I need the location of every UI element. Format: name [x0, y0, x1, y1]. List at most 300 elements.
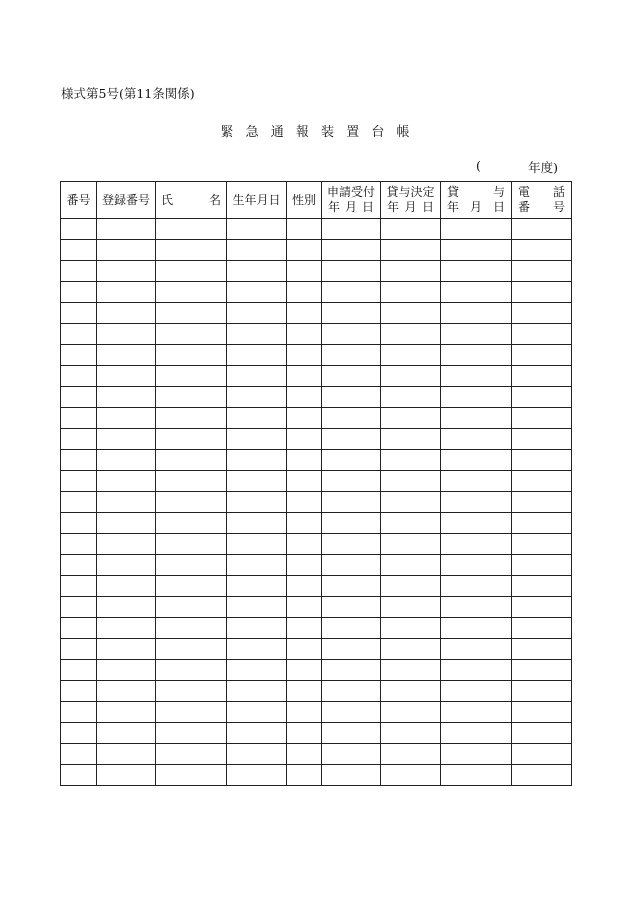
table-cell — [512, 282, 572, 303]
table-cell — [512, 744, 572, 765]
ledger-table — [60, 181, 572, 786]
table-row — [61, 240, 572, 261]
table-cell — [322, 555, 381, 576]
table-cell — [512, 555, 572, 576]
table-cell — [287, 345, 322, 366]
col-number — [61, 182, 97, 219]
table-row — [61, 429, 572, 450]
col-decision-top: 貸与決定 — [386, 185, 435, 199]
table-cell — [61, 534, 97, 555]
table-cell — [512, 534, 572, 555]
table-cell — [322, 324, 381, 345]
table-cell — [322, 450, 381, 471]
table-cell — [61, 723, 97, 744]
table-cell — [227, 555, 287, 576]
table-cell — [97, 597, 156, 618]
col-registration-number — [97, 182, 156, 219]
table-cell — [227, 765, 287, 786]
table-row — [61, 282, 572, 303]
table-cell — [156, 576, 227, 597]
col-name — [156, 182, 227, 219]
table-cell — [227, 387, 287, 408]
table-row — [61, 555, 572, 576]
table-cell — [381, 576, 441, 597]
table-row — [61, 408, 572, 429]
table-cell — [156, 492, 227, 513]
table-cell — [287, 366, 322, 387]
table-cell — [322, 513, 381, 534]
table-cell — [322, 660, 381, 681]
table-cell — [381, 723, 441, 744]
table-cell — [287, 681, 322, 702]
table-cell — [227, 513, 287, 534]
table-cell — [381, 219, 441, 240]
table-cell — [61, 219, 97, 240]
col-phone-top-left: 電 — [518, 185, 531, 199]
table-cell — [97, 702, 156, 723]
table-cell — [227, 681, 287, 702]
table-cell — [287, 492, 322, 513]
table-row — [61, 534, 572, 555]
col-loan-decision — [381, 182, 441, 219]
table-cell — [322, 702, 381, 723]
table-cell — [512, 681, 572, 702]
table-cell — [97, 387, 156, 408]
col-loan-top-left: 貸 — [447, 185, 460, 199]
table-cell — [512, 576, 572, 597]
table-cell — [97, 408, 156, 429]
table-cell — [441, 345, 512, 366]
table-cell — [322, 282, 381, 303]
table-cell — [61, 681, 97, 702]
table-cell — [227, 639, 287, 660]
table-cell — [441, 450, 512, 471]
col-loan-year: 年 — [447, 200, 460, 214]
table-cell — [97, 660, 156, 681]
col-number-label: 番号 — [66, 192, 91, 207]
table-cell — [322, 765, 381, 786]
table-cell — [227, 471, 287, 492]
table-cell — [322, 576, 381, 597]
table-cell — [61, 408, 97, 429]
table-cell — [381, 345, 441, 366]
table-cell — [61, 366, 97, 387]
table-cell — [441, 660, 512, 681]
table-cell — [512, 618, 572, 639]
table-cell — [97, 681, 156, 702]
table-cell — [381, 513, 441, 534]
table-cell — [156, 261, 227, 282]
table-cell — [61, 618, 97, 639]
table-cell — [322, 681, 381, 702]
table-cell — [441, 576, 512, 597]
col-decision-month: 月 — [404, 200, 417, 214]
table-cell — [512, 387, 572, 408]
table-cell — [441, 723, 512, 744]
table-cell — [441, 744, 512, 765]
ledger-body — [61, 219, 572, 786]
table-cell — [61, 282, 97, 303]
table-row — [61, 471, 572, 492]
table-cell — [441, 765, 512, 786]
table-row — [61, 261, 572, 282]
col-application-received — [322, 182, 381, 219]
table-cell — [381, 660, 441, 681]
table-cell — [156, 744, 227, 765]
table-cell — [61, 450, 97, 471]
table-cell — [61, 744, 97, 765]
table-cell — [61, 471, 97, 492]
col-name-right: 名 — [208, 192, 221, 207]
table-cell — [512, 219, 572, 240]
table-row — [61, 639, 572, 660]
table-cell — [441, 555, 512, 576]
table-cell — [227, 723, 287, 744]
table-cell — [512, 471, 572, 492]
table-cell — [156, 765, 227, 786]
col-gender — [287, 182, 322, 219]
table-cell — [227, 534, 287, 555]
table-cell — [322, 240, 381, 261]
col-application-top: 申請受付 — [326, 185, 375, 199]
table-cell — [156, 555, 227, 576]
table-cell — [512, 366, 572, 387]
table-cell — [441, 597, 512, 618]
table-cell — [156, 303, 227, 324]
table-cell — [441, 219, 512, 240]
table-cell — [156, 387, 227, 408]
table-cell — [97, 555, 156, 576]
table-row — [61, 618, 572, 639]
table-row — [61, 303, 572, 324]
table-cell — [61, 660, 97, 681]
table-cell — [441, 492, 512, 513]
table-cell — [512, 639, 572, 660]
table-cell — [156, 660, 227, 681]
table-cell — [322, 408, 381, 429]
col-decision-year: 年 — [387, 200, 400, 214]
table-cell — [156, 513, 227, 534]
table-cell — [441, 408, 512, 429]
table-cell — [97, 366, 156, 387]
table-cell — [287, 597, 322, 618]
table-cell — [156, 429, 227, 450]
table-cell — [156, 534, 227, 555]
table-cell — [287, 513, 322, 534]
table-cell — [227, 345, 287, 366]
table-cell — [287, 576, 322, 597]
table-cell — [441, 702, 512, 723]
table-cell — [97, 492, 156, 513]
table-row — [61, 387, 572, 408]
table-cell — [61, 639, 97, 660]
table-cell — [512, 597, 572, 618]
table-cell — [441, 282, 512, 303]
fiscal-year-open-paren: ( — [476, 158, 481, 173]
table-row — [61, 345, 572, 366]
table-cell — [61, 555, 97, 576]
table-cell — [512, 345, 572, 366]
table-row — [61, 513, 572, 534]
table-cell — [381, 597, 441, 618]
col-birth-date — [227, 182, 287, 219]
table-cell — [97, 765, 156, 786]
table-cell — [512, 324, 572, 345]
table-row — [61, 765, 572, 786]
table-cell — [322, 303, 381, 324]
table-cell — [156, 618, 227, 639]
table-cell — [322, 723, 381, 744]
table-cell — [441, 387, 512, 408]
table-cell — [61, 345, 97, 366]
table-cell — [512, 450, 572, 471]
table-cell — [156, 240, 227, 261]
table-cell — [512, 723, 572, 744]
table-cell — [322, 387, 381, 408]
table-cell — [287, 429, 322, 450]
table-cell — [441, 471, 512, 492]
table-cell — [441, 324, 512, 345]
table-cell — [322, 492, 381, 513]
table-cell — [97, 618, 156, 639]
table-cell — [156, 282, 227, 303]
table-cell — [512, 429, 572, 450]
table-cell — [287, 219, 322, 240]
table-cell — [61, 240, 97, 261]
table-cell — [227, 660, 287, 681]
table-cell — [61, 765, 97, 786]
table-cell — [287, 261, 322, 282]
table-cell — [287, 765, 322, 786]
table-cell — [227, 219, 287, 240]
table-cell — [381, 240, 441, 261]
table-cell — [97, 723, 156, 744]
table-cell — [381, 303, 441, 324]
table-cell — [287, 387, 322, 408]
table-cell — [97, 471, 156, 492]
table-cell — [97, 345, 156, 366]
table-cell — [381, 324, 441, 345]
table-cell — [322, 429, 381, 450]
table-cell — [227, 240, 287, 261]
form-reference: 様式第5号(第11条関係) — [61, 86, 195, 101]
table-cell — [227, 702, 287, 723]
table-cell — [441, 639, 512, 660]
table-cell — [381, 618, 441, 639]
table-cell — [441, 534, 512, 555]
table-cell — [512, 261, 572, 282]
table-cell — [97, 639, 156, 660]
table-cell — [512, 765, 572, 786]
table-cell — [512, 303, 572, 324]
table-cell — [156, 702, 227, 723]
table-cell — [441, 513, 512, 534]
table-row — [61, 597, 572, 618]
table-cell — [441, 240, 512, 261]
table-cell — [512, 660, 572, 681]
table-cell — [227, 744, 287, 765]
table-cell — [227, 492, 287, 513]
table-cell — [61, 576, 97, 597]
col-phone-top-right: 話 — [552, 185, 565, 199]
table-cell — [227, 429, 287, 450]
col-loan — [441, 182, 512, 219]
table-cell — [97, 576, 156, 597]
table-cell — [227, 450, 287, 471]
table-cell — [156, 345, 227, 366]
table-cell — [156, 681, 227, 702]
table-cell — [156, 639, 227, 660]
col-decision-day: 日 — [421, 200, 434, 214]
table-cell — [156, 723, 227, 744]
table-cell — [97, 219, 156, 240]
col-loan-top-right: 与 — [492, 185, 505, 199]
col-phone-bot-left: 番 — [518, 200, 531, 214]
table-cell — [322, 261, 381, 282]
table-cell — [322, 639, 381, 660]
table-cell — [287, 408, 322, 429]
table-cell — [512, 513, 572, 534]
table-cell — [381, 471, 441, 492]
table-cell — [381, 450, 441, 471]
col-loan-day: 日 — [492, 200, 505, 214]
table-cell — [287, 450, 322, 471]
table-cell — [61, 492, 97, 513]
table-row — [61, 324, 572, 345]
col-phone-number — [512, 182, 572, 219]
fiscal-year-label: 年度) — [528, 160, 558, 175]
table-cell — [381, 702, 441, 723]
col-application-day: 日 — [361, 200, 374, 214]
table-cell — [97, 261, 156, 282]
table-cell — [322, 597, 381, 618]
table-cell — [441, 366, 512, 387]
table-cell — [381, 366, 441, 387]
table-cell — [381, 639, 441, 660]
header-row — [61, 182, 572, 219]
table-cell — [61, 702, 97, 723]
table-cell — [512, 702, 572, 723]
table-cell — [156, 408, 227, 429]
col-loan-month: 月 — [469, 200, 482, 214]
col-registration-number-label: 登録番号 — [101, 192, 150, 207]
table-cell — [287, 324, 322, 345]
table-cell — [61, 324, 97, 345]
table-row — [61, 366, 572, 387]
table-cell — [441, 618, 512, 639]
table-cell — [156, 219, 227, 240]
table-cell — [227, 618, 287, 639]
fiscal-year-field — [476, 158, 558, 176]
table-cell — [287, 240, 322, 261]
table-cell — [381, 408, 441, 429]
table-cell — [381, 534, 441, 555]
table-cell — [287, 471, 322, 492]
table-cell — [97, 429, 156, 450]
table-cell — [381, 765, 441, 786]
table-cell — [287, 618, 322, 639]
table-cell — [61, 303, 97, 324]
table-cell — [97, 534, 156, 555]
col-application-year: 年 — [328, 200, 341, 214]
table-cell — [227, 597, 287, 618]
table-cell — [381, 492, 441, 513]
table-cell — [322, 345, 381, 366]
table-cell — [322, 534, 381, 555]
table-cell — [227, 282, 287, 303]
table-cell — [287, 744, 322, 765]
table-cell — [287, 282, 322, 303]
table-cell — [287, 702, 322, 723]
table-cell — [227, 261, 287, 282]
table-cell — [287, 639, 322, 660]
table-row — [61, 744, 572, 765]
table-cell — [512, 240, 572, 261]
table-row — [61, 450, 572, 471]
table-cell — [381, 282, 441, 303]
table-cell — [381, 555, 441, 576]
table-cell — [156, 450, 227, 471]
table-cell — [97, 324, 156, 345]
table-cell — [61, 513, 97, 534]
table-cell — [61, 261, 97, 282]
table-cell — [97, 303, 156, 324]
table-cell — [381, 261, 441, 282]
table-row — [61, 702, 572, 723]
table-cell — [381, 681, 441, 702]
table-cell — [227, 366, 287, 387]
table-cell — [512, 408, 572, 429]
table-cell — [287, 303, 322, 324]
table-cell — [61, 387, 97, 408]
table-cell — [381, 387, 441, 408]
table-cell — [61, 597, 97, 618]
table-cell — [97, 450, 156, 471]
table-cell — [287, 555, 322, 576]
table-cell — [97, 240, 156, 261]
table-row — [61, 576, 572, 597]
table-row — [61, 681, 572, 702]
table-row — [61, 492, 572, 513]
table-cell — [441, 261, 512, 282]
table-cell — [322, 618, 381, 639]
table-cell — [156, 324, 227, 345]
col-birth-date-label: 生年月日 — [232, 192, 281, 207]
table-cell — [97, 513, 156, 534]
table-cell — [287, 534, 322, 555]
table-row — [61, 219, 572, 240]
col-application-month: 月 — [344, 200, 357, 214]
table-cell — [227, 576, 287, 597]
table-cell — [441, 303, 512, 324]
table-cell — [441, 429, 512, 450]
table-cell — [156, 471, 227, 492]
table-cell — [322, 219, 381, 240]
table-cell — [61, 429, 97, 450]
table-cell — [227, 303, 287, 324]
table-cell — [322, 471, 381, 492]
table-cell — [287, 723, 322, 744]
table-cell — [322, 366, 381, 387]
table-cell — [381, 429, 441, 450]
table-cell — [156, 597, 227, 618]
col-gender-label: 性別 — [291, 192, 316, 207]
table-cell — [97, 744, 156, 765]
table-cell — [512, 492, 572, 513]
table-cell — [381, 744, 441, 765]
table-row — [61, 723, 572, 744]
table-cell — [322, 744, 381, 765]
